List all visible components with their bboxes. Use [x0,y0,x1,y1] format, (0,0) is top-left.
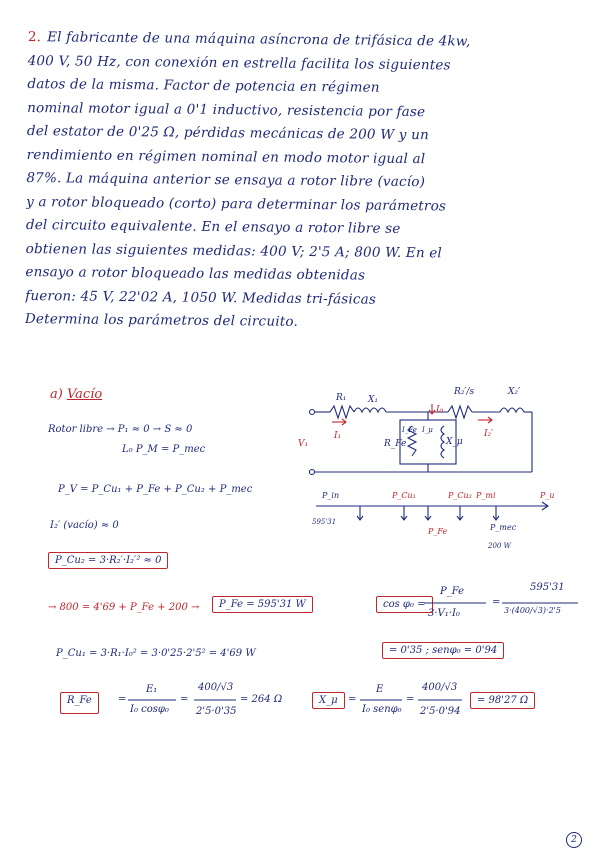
xmu-equals-1: = [348,694,357,705]
boxed-pfe: P_Fe = 595'31 W [212,596,313,613]
section-letter: a) [50,387,63,402]
label-ife: I_Fe [402,426,417,434]
r1-resistor [330,406,354,418]
label-r2p: R₂′/s [454,387,475,397]
rotor-note-2: L₀ P_M = P_mec [122,444,206,455]
statement-line-2: 400 V, 50 Hz, con conexión en estrella facilita los siguientes [27,52,451,73]
label-watts-left: 595'31 [312,518,337,526]
statement-line-6: rendimiento en régimen nominal en modo motor igual al [26,146,426,167]
xmu-lhs: X_μ [312,692,345,709]
rotor-note-1: Rotor libre → P₁ ≈ 0 → S ≈ 0 [48,424,193,435]
statement-line-4: nominal motor igual a 0'1 inductivo, resistencia por fase [27,99,426,120]
xmu-denominator: I₀ senφ₀ [362,704,402,715]
xmu-numerator: E [376,684,384,695]
page-number: 2 [566,832,582,848]
statement-line-7: 87%. La máquina anterior se ensaya a rotor libre (vacío) [26,169,426,191]
terminal-bottom [310,470,315,475]
rfe-numerator: E₁ [146,684,158,695]
label-pmec: P_mec [490,523,517,532]
cos-numerator: P_Fe [440,586,465,597]
label-rfe: R_Fe [384,439,407,449]
label-imu: I_μ [422,426,433,434]
power-flow-labels [312,491,555,550]
eq-800: → 800 = 4'69 + P_Fe + 200 → [48,602,200,613]
statement-line-10: obtienen las siguientes medidas: 400 V; 2'5 A; 800 W. En el [25,240,443,261]
i2-note: I₂′ (vacío) ≈ 0 [50,520,119,531]
xmu-denominator-2: 2'5·0'94 [420,706,461,717]
label-pmi: P_mi [476,491,496,500]
cos-denominator: 3·V₁·I₀ [428,608,460,619]
label-i0: I₀ [436,405,444,415]
section-word: Vacío [66,387,103,402]
label-pcu1: P_Cu₁ [392,491,416,500]
rfe-denominator: I₀ cosφ₀ [130,704,169,715]
label-i2p: I₂′ [484,429,494,439]
statement-line-11: ensayo a rotor bloqueado las medidas obtenidas [25,263,366,284]
label-i1: I₁ [334,431,342,441]
label-r1: R₁ [336,393,347,403]
cos-numerator-2: 595'31 [530,582,565,593]
fraction-bars [128,603,578,700]
statement-line-8: y a rotor bloqueado (corto) para determinar los parámetros [26,193,447,214]
statement-line-1: 2. El fabricante de una máquina asíncrona de trifásica de 4kw, [27,28,471,50]
label-pu: P_u [540,491,555,500]
label-watts-right: 200 W [488,542,511,550]
statement-line-9: del circuito equivalente. En el ensayo a rotor libre se [25,216,401,237]
cos-denominator-2: 3·(400/√3)·2'5 [504,606,561,615]
power-balance: P_V = P_Cu₁ + P_Fe + P_Cu₂ + P_mec [58,484,253,495]
rfe-result: = 264 Ω [240,694,283,705]
terminal-top [310,410,315,415]
cos-equals: = [492,597,501,608]
xmu-numerator-2: 400/√3 [422,682,458,693]
xmu-result: = 98'27 Ω [470,692,535,709]
xmu-inductor [441,426,444,458]
statement-line-5: del estator de 0'25 Ω, pérdidas mecánicas de 200 W y un [26,122,430,144]
circuit-labels [298,387,520,449]
label-v1: V₁ [298,439,309,449]
label-pin: P_in [322,491,340,500]
power-flow-diagram [316,502,548,520]
statement-line-3: datos de la misma. Factor de potencia en régimen [27,75,380,96]
r2-resistor [448,406,472,418]
label-pfe: P_Fe [428,527,448,536]
label-x1: X₁ [368,395,379,405]
problem-number: 2. [27,28,42,46]
xmu-equals-2: = [406,694,415,705]
x1-inductor [354,408,386,412]
rfe-denominator-2: 2'5·0'35 [196,706,237,717]
label-pcu2: P_Cu₂ [448,491,472,500]
rfe-equals-2: = [180,694,189,705]
rfe-equals-1: = [118,694,127,705]
statement-line-12: fueron: 45 V, 22'02 A, 1050 W. Medidas tri-fásicas [25,287,377,308]
circuit-diagram [310,404,533,475]
boxed-cos-result: = 0'35 ; senφ₀ = 0'94 [382,642,504,659]
x2-inductor [500,408,524,412]
rfe-lhs: R_Fe [60,692,99,714]
rfe-numerator-2: 400/√3 [198,682,234,693]
label-x2p: X₂′ [508,387,521,397]
cos-lhs: cos φ₀ = [376,596,433,613]
statement-line-13: Determina los parámetros del circuito. [24,310,299,330]
boxed-pcu2: P_Cu₂ = 3·R₂′·I₂′² ≈ 0 [48,552,168,569]
pcu1-equation: P_Cu₁ = 3·R₁·I₀² = 3·0'25·2'5² = 4'69 W [56,648,256,659]
label-xmu: X_μ [446,437,463,447]
